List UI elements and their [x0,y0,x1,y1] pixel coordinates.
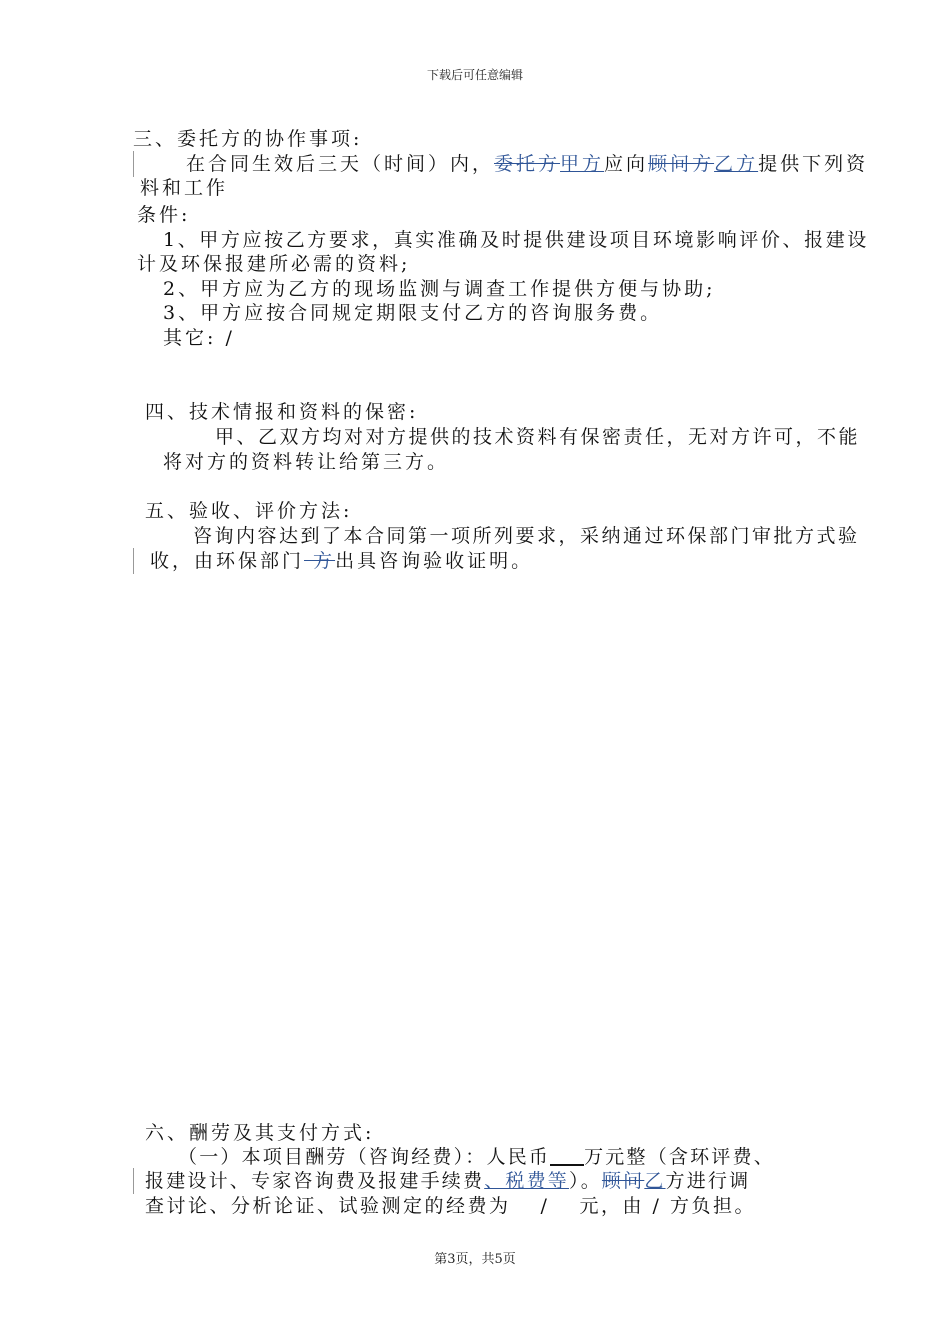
section-4-title: 四、技术情报和资料的保密: [145,401,419,423]
revision-bar [133,151,134,177]
section-5-line-2: 收，由环保部门 方出具咨询验收证明。 [150,550,534,572]
revision-bar [133,1168,134,1194]
inserted-text: 乙 [644,1170,666,1192]
deleted-text: 顾问 [601,1170,645,1192]
section-3-paragraph-line-2: 料和工作 [140,177,229,199]
section-6-line-3: 查讨论、分析论证、试验测定的经费为 / 元，由 / 方负担。 [145,1195,756,1217]
section-3-item-1-cont: 计及环保报建所必需的资料; [137,253,411,275]
deleted-text: 方 [304,550,336,572]
section-4-line-2: 将对方的资料转让给第三方。 [163,451,450,473]
page-footer: 第3页，共5页 [434,1252,516,1267]
deleted-text: 委托方 [494,153,561,175]
section-4-line-1: 甲、乙双方均对对方提供的技术资料有保密责任，无对方许可，不能 [215,426,861,448]
section-3-item-2: 2、甲方应为乙方的现场监测与调查工作提供方便与协助; [163,278,716,300]
amount-blank [550,1146,584,1166]
inserted-text: 甲方 [560,153,605,175]
deleted-text: 顾问方 [648,153,715,175]
section-3-item-1: 1、甲方应按乙方要求，真实准确及时提供建设项目环境影响评价、报建设 [163,229,869,251]
section-3-other: 其它: / [163,327,235,349]
section-3-paragraph: 在合同生效后三天（时间）内，委托方甲方应向顾问方乙方提供下列资 [186,153,869,175]
page-header: 下载后可任意编辑 [426,68,523,82]
section-6-line-1: （一）本项目酬劳（咨询经费）：人民币 万元整（含环评费、 [178,1146,775,1168]
section-6-title: 六、酬劳及其支付方式: [145,1122,375,1144]
section-5-line-1: 咨询内容达到了本合同第一项所列要求，采纳通过环保部门审批方式验 [193,525,860,547]
inserted-text: 乙方 [714,153,759,175]
section-3-paragraph-line-3: 条件: [137,204,191,226]
revision-bar [133,548,134,574]
section-3-title: 三、委托方的协作事项: [133,128,363,150]
section-5-title: 五、验收、评价方法: [145,500,353,522]
section-3-item-3: 3、甲方应按合同规定期限支付乙方的咨询服务费。 [163,302,663,324]
inserted-text: 、税费等 [484,1170,570,1192]
section-6-line-2: 报建设计、专家咨询费及报建手续费、税费等）。顾问乙方进行调 [145,1170,751,1192]
